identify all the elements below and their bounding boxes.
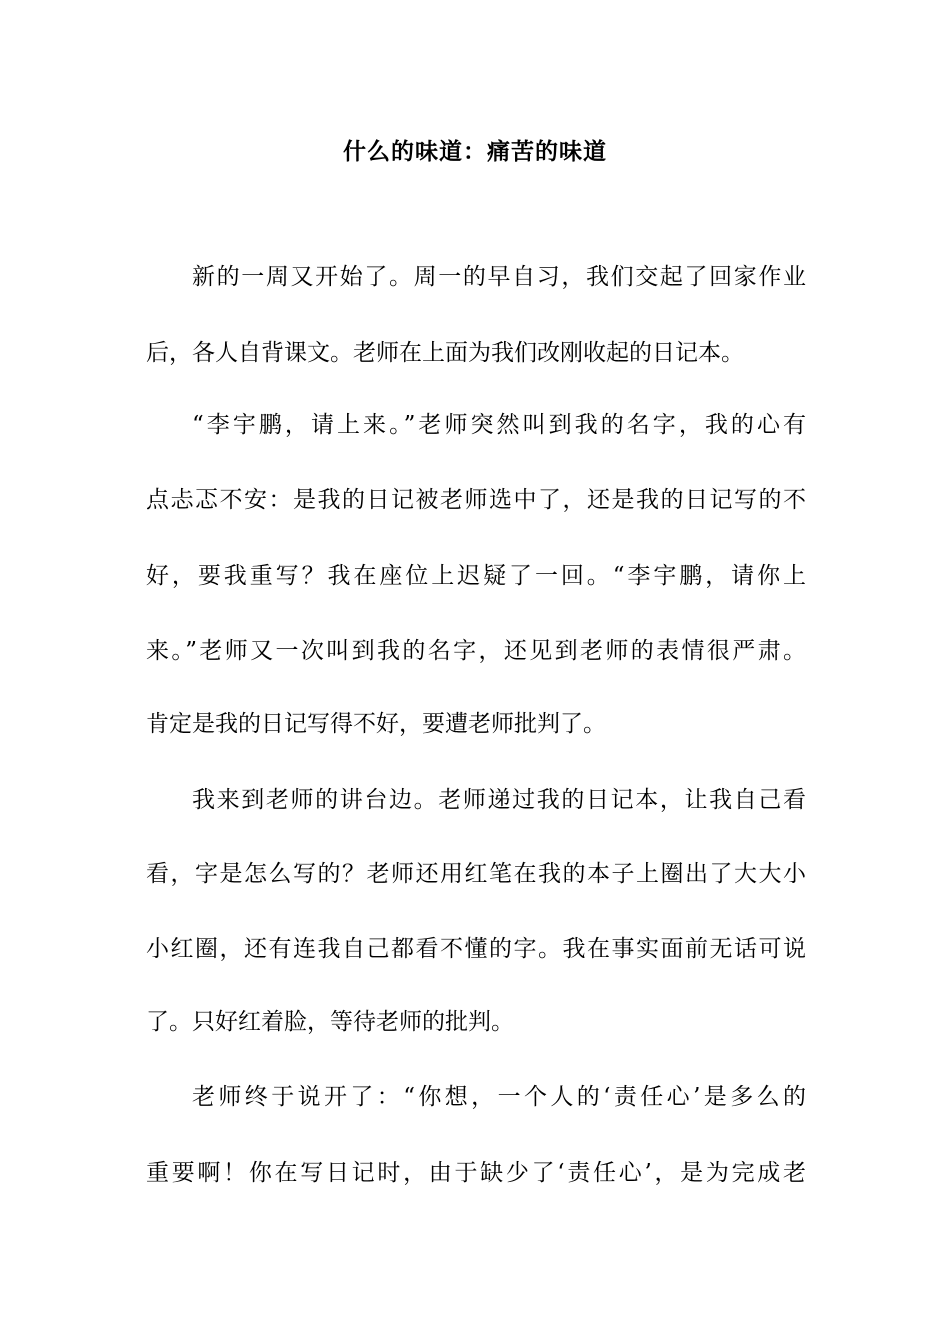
paragraph-3-line-1: 我来到老师的讲台边。老师递过我的日记本，让我自己看 [192, 787, 806, 813]
paragraph-2-line-5: 肯定是我的日记写得不好，要遭老师批判了。 [146, 711, 606, 737]
paragraph-2-line-4: 来。”老师又一次叫到我的名字，还见到老师的表情很严肃。 [146, 638, 806, 664]
paragraph-3-line-3: 小红圈，还有连我自己都看不懂的字。我在事实面前无话可说 [146, 936, 806, 962]
paragraph-1-line-2: 后，各人自背课文。老师在上面为我们改刚收起的日记本。 [146, 340, 744, 366]
paragraph-2-line-1: “李宇鹏，请上来。”老师突然叫到我的名字，我的心有 [192, 412, 806, 438]
paragraph-4-line-1: 老师终于说开了：“你想，一个人的‘责任心’是多么的 [192, 1084, 806, 1110]
paragraph-3-line-4: 了。只好红着脸，等待老师的批判。 [146, 1009, 514, 1035]
paragraph-2-line-3: 好，要我重写？我在座位上迟疑了一回。“李宇鹏，请你上 [146, 563, 806, 589]
document-title: 什么的味道：痛苦的味道 [343, 138, 607, 165]
paragraph-4-line-2: 重要啊！你在写日记时，由于缺少了‘责任心’，是为完成老 [146, 1160, 806, 1186]
paragraph-3-line-2: 看，字是怎么写的？老师还用红笔在我的本子上圈出了大大小 [146, 861, 806, 887]
paragraph-1-line-1: 新的一周又开始了。周一的早自习，我们交起了回家作业 [192, 264, 806, 290]
paragraph-2-line-2: 点忐忑不安：是我的日记被老师选中了，还是我的日记写的不 [146, 487, 806, 513]
